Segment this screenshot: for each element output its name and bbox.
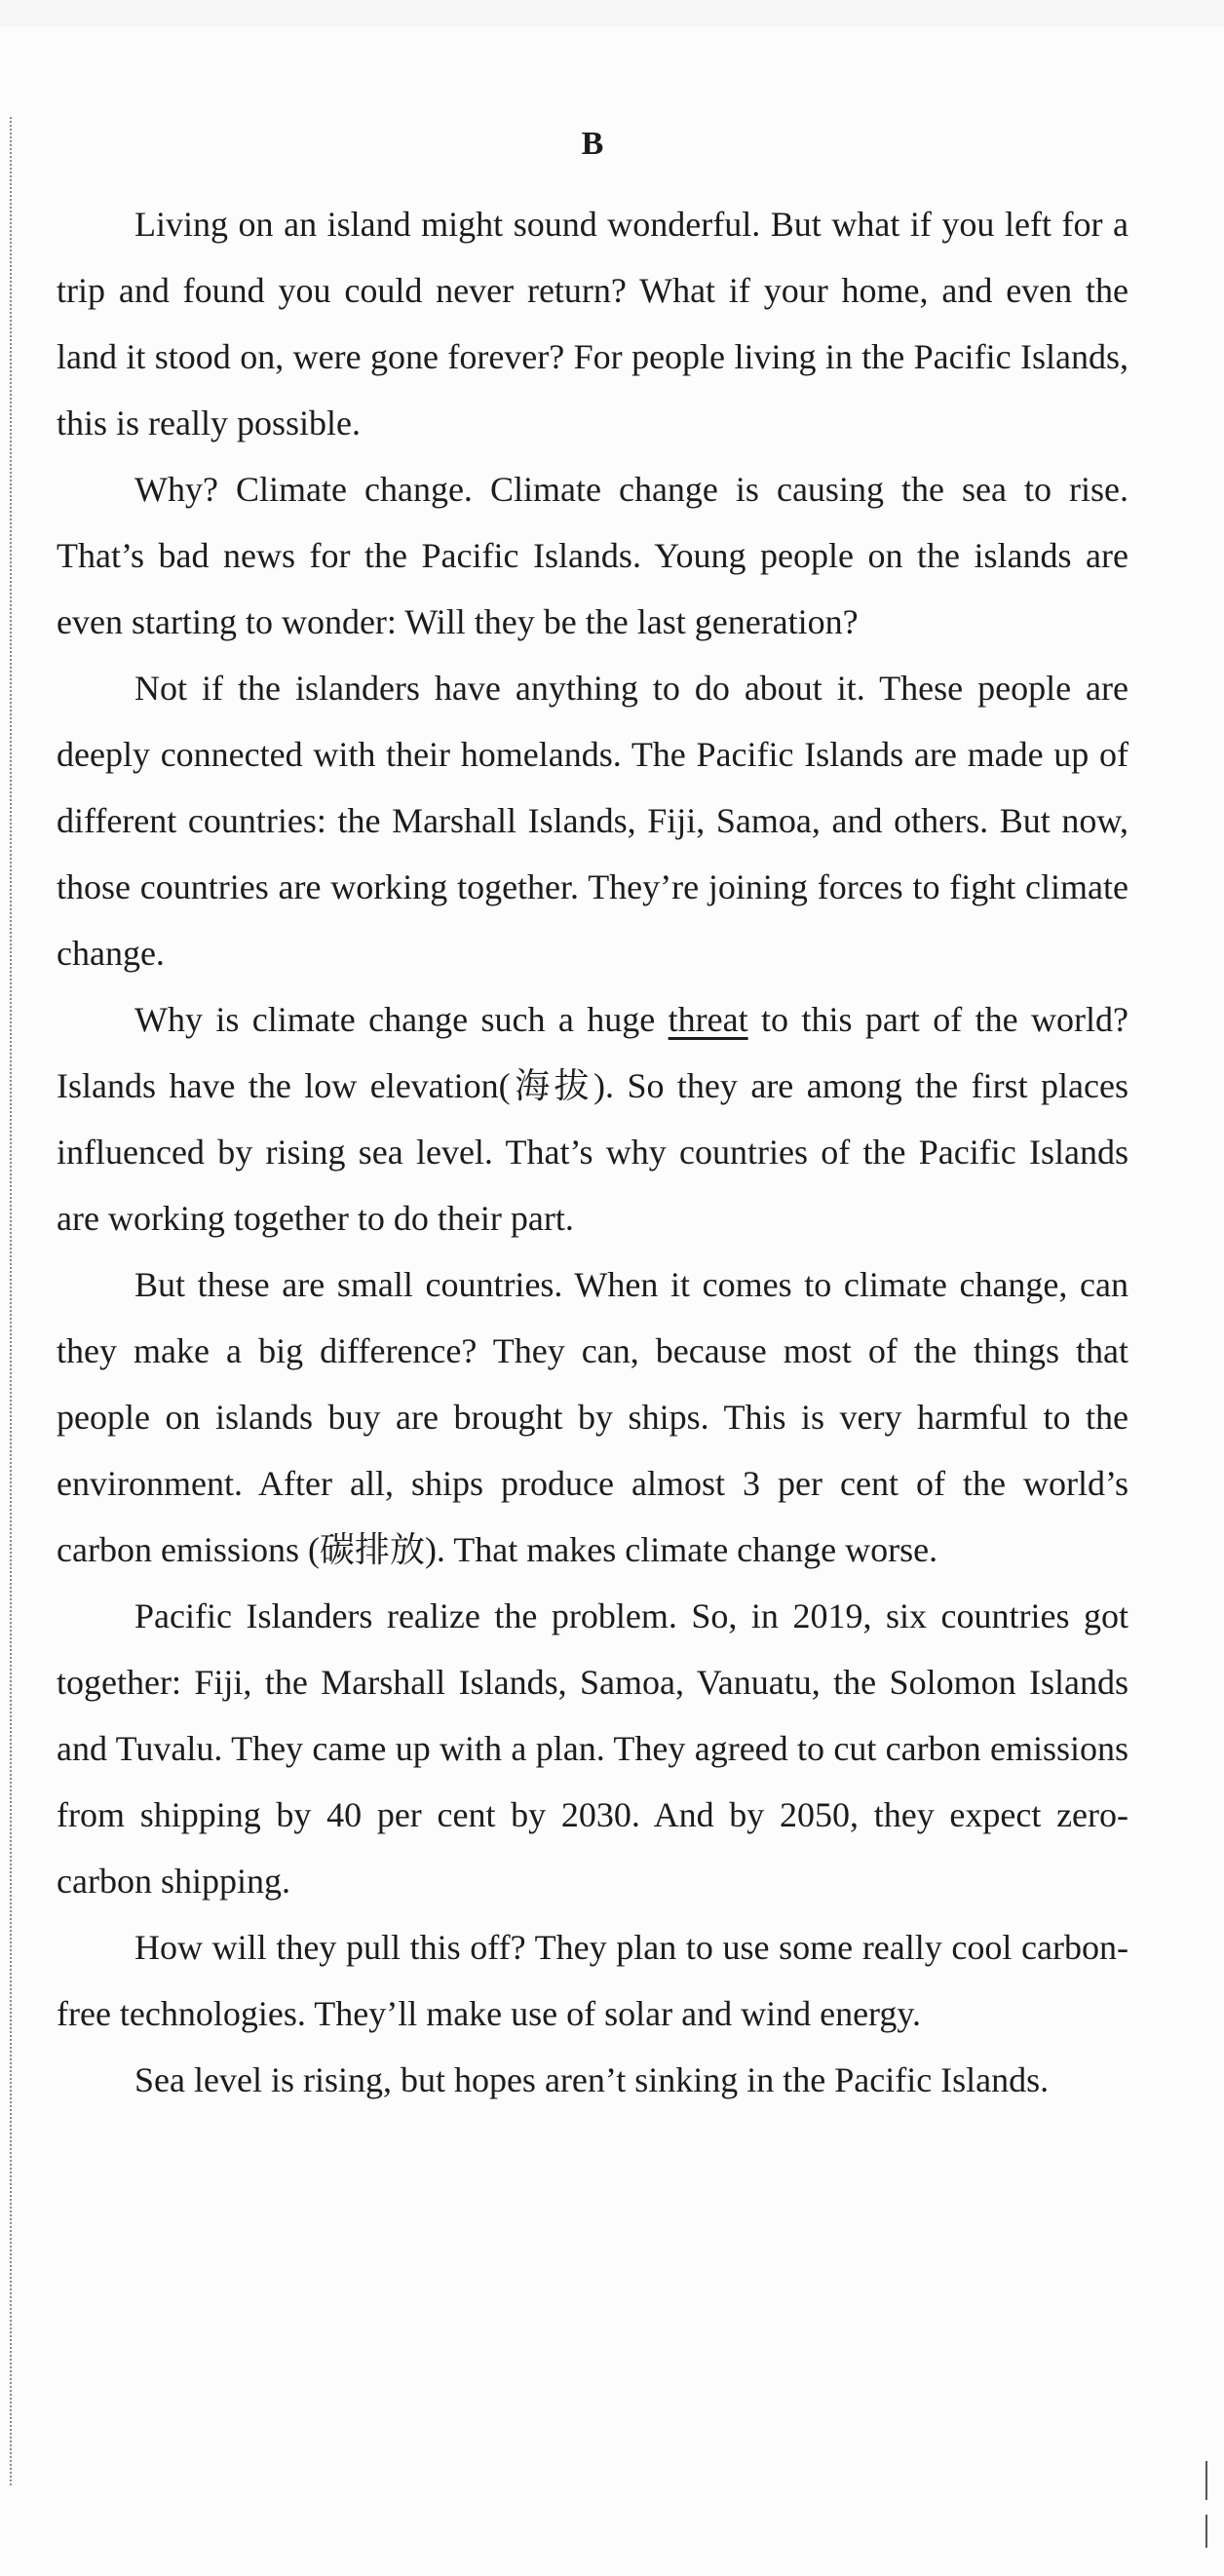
paragraph-3: Not if the islanders have anything to do about it. These people are deeply connected with their homelands. The Pacific Islands are made up of different countries: the Marshall Islands, Fiji, Samoa, and others. But now, those countries are working together. They’re joining forces to fight climate change. [57, 669, 1128, 973]
reading-passage [57, 115, 1128, 2113]
paragraph-4-text-before: Why is climate change such a huge [134, 1000, 669, 1039]
margin-mark [1205, 2461, 1207, 2500]
paragraph-5: But these are small countries. When it comes to climate change, can they make a big difference? They can, because most of the things that people on islands buy are brought by ships. This is very harmful to the environment. After all, ships produce almost 3 per cent of the world’s carbon emissions (碳排放). That makes climate change worse. [57, 1265, 1128, 1569]
paragraph-4-text-after: to this part of the world? Islands have the low elevation(海拔). So they are among the first places influenced by rising sea level. That’s why countries of the Pacific Islands are working together to do their part. [57, 1000, 1128, 1238]
paragraph-7: How will they pull this off? They plan to use some really cool carbon-free technologies. They’ll make use of solar and wind energy. [57, 1928, 1128, 2033]
margin-mark [1205, 2515, 1207, 2548]
binding-dotted-line [10, 117, 12, 2485]
paragraph-1: Living on an island might sound wonderful. But what if you left for a trip and found you could never return? What if your home, and even the land it stood on, were gone forever? For people living in the Pacific Islands, this is really possible. [57, 205, 1128, 442]
section-heading: B [581, 126, 604, 162]
paragraph-8: Sea level is rising, but hopes aren’t sinking in the Pacific Islands. [134, 2060, 1050, 2099]
page-top-band [0, 0, 1224, 27]
underlined-word-threat: threat [668, 1000, 748, 1039]
paragraph-4 [57, 986, 1128, 1251]
paragraph-2: Why? Climate change. Climate change is causing the sea to rise. That’s bad news for the Pacific Islands. Young people on the islands are even starting to wonder: Will they be the last generation? [57, 470, 1128, 641]
paragraph-6: Pacific Islanders realize the problem. So, in 2019, six countries got together: Fiji, the Marshall Islands, Samoa, Vanuatu, the Solomon Islands and Tuvalu. They came up with a plan. They agreed to cut carbon emissions from shipping by 40 per cent by 2030. And by 2050, they expect zero-carbon shipping. [57, 1596, 1128, 1901]
